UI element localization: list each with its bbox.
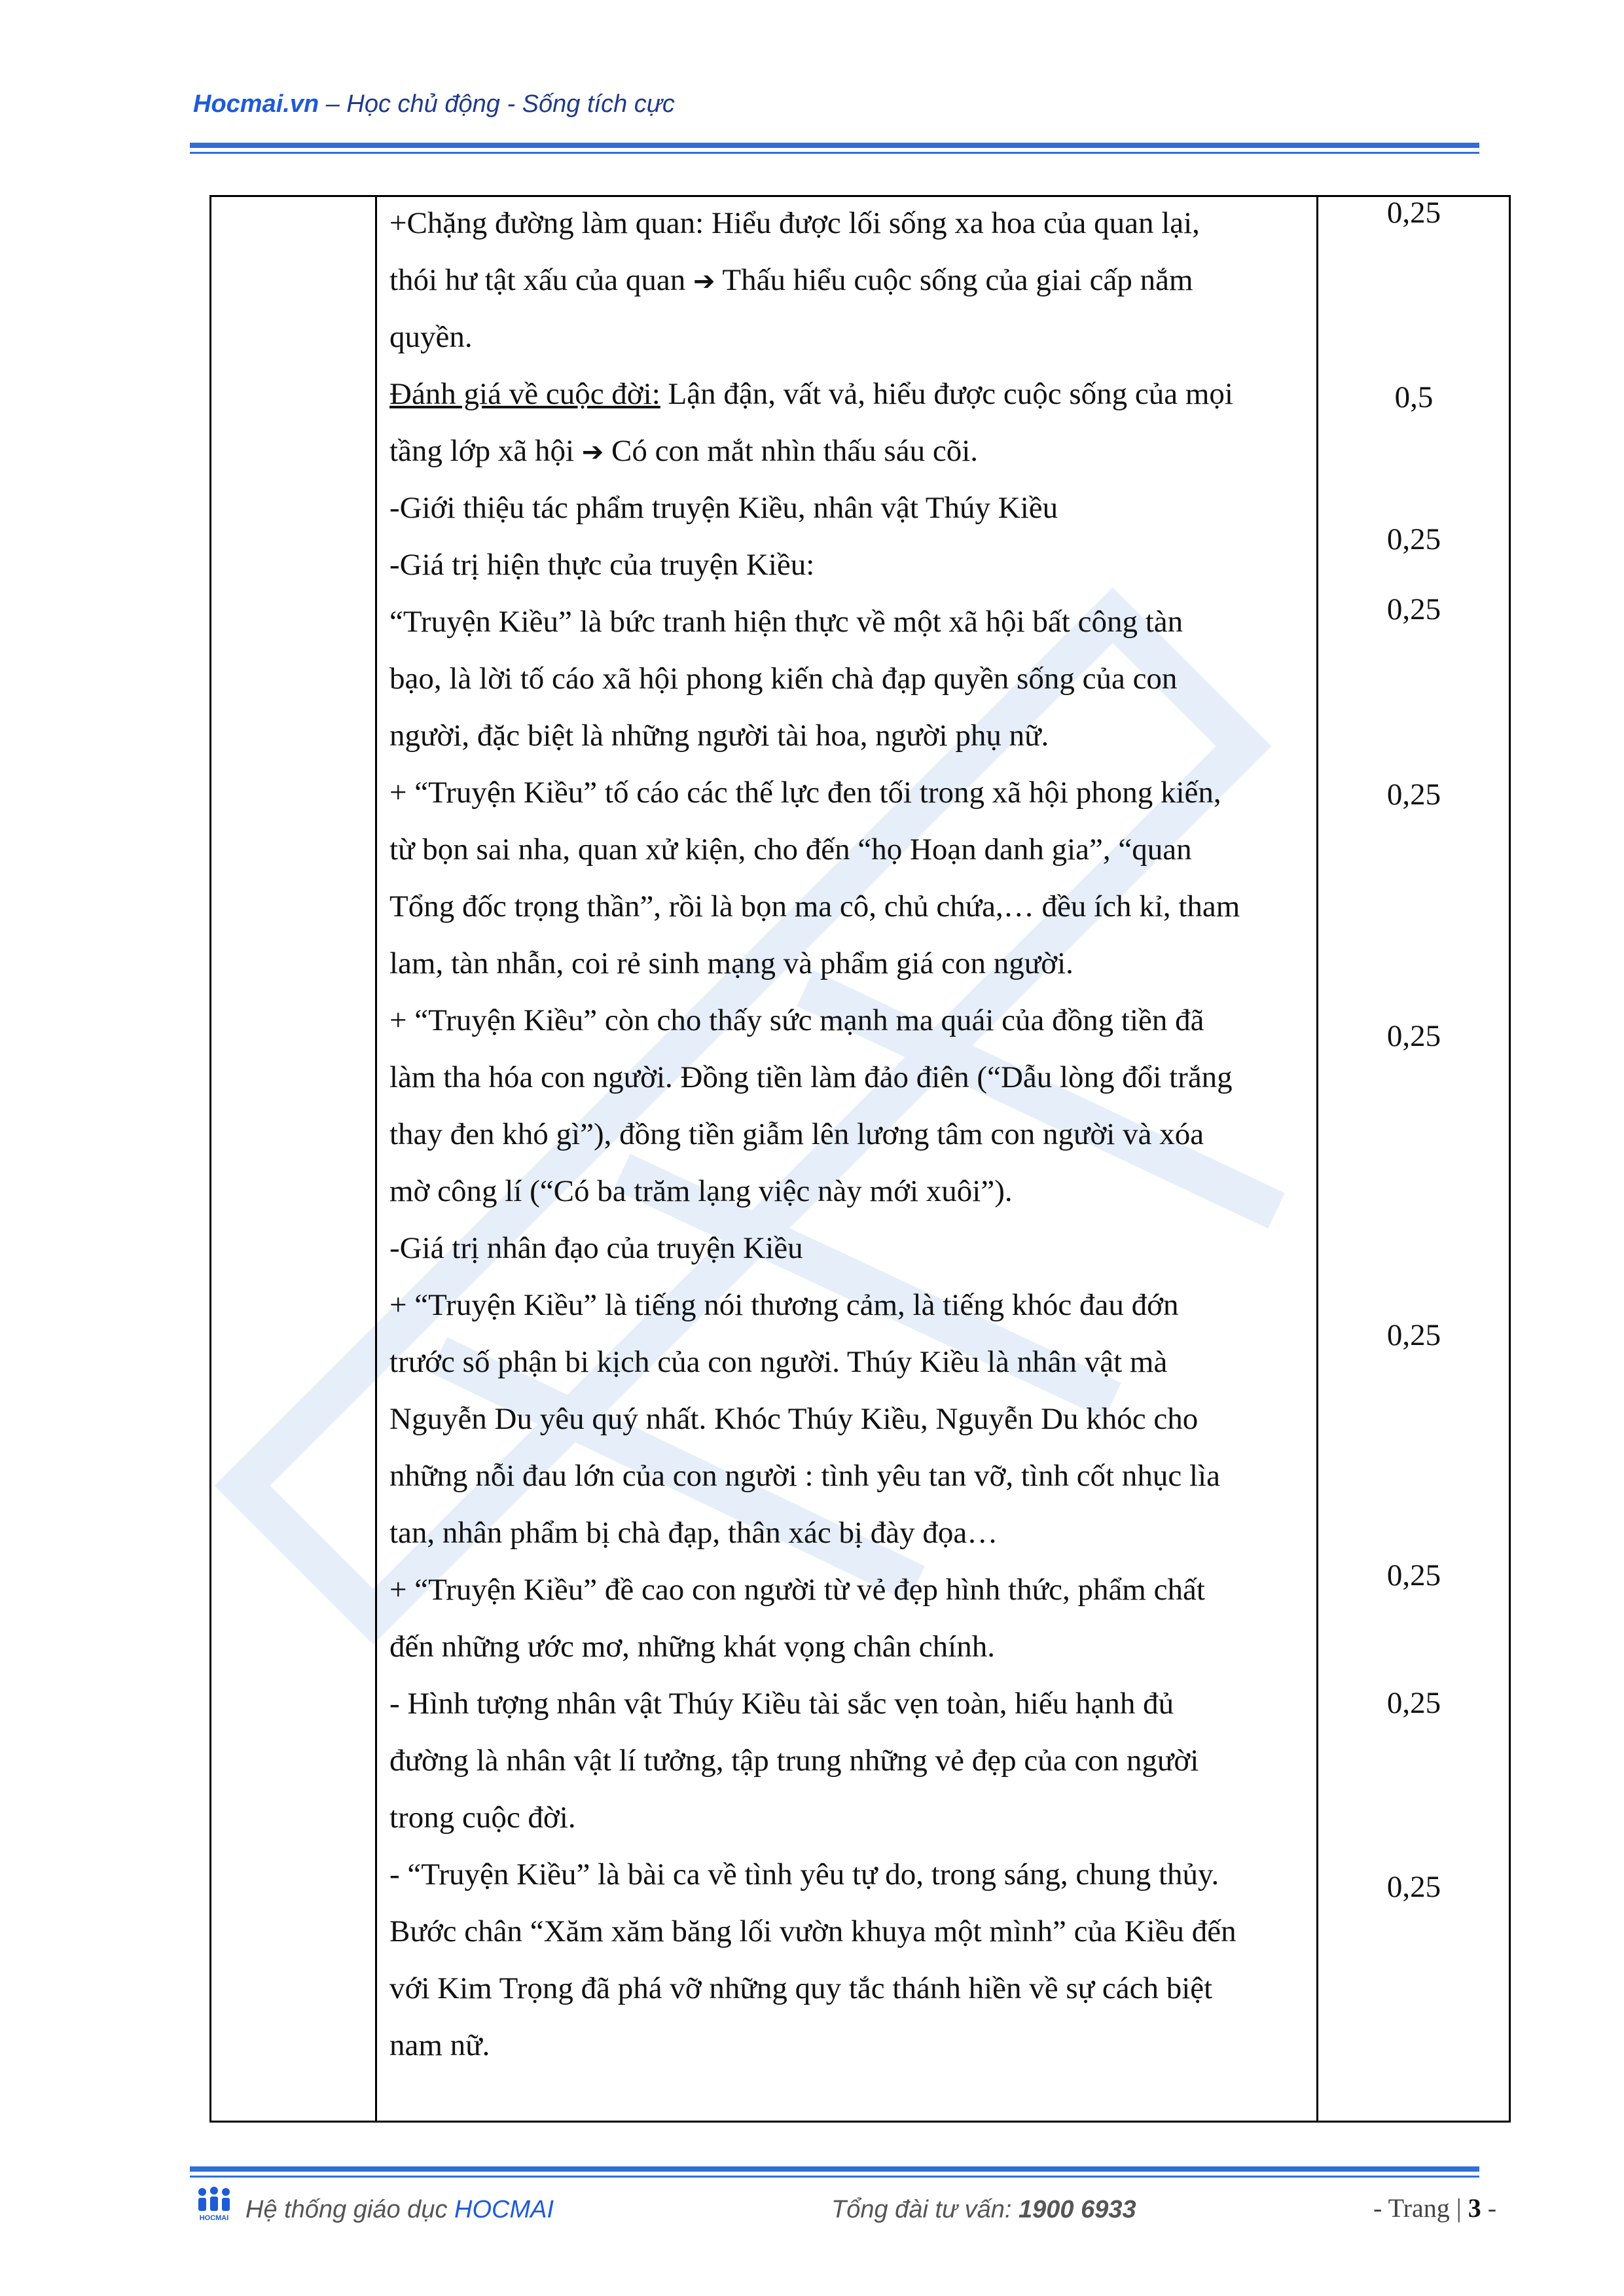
- score-value: 0,25: [1386, 1558, 1441, 1592]
- content-line: -Giới thiệu tác phẩm truyện Kiều, nhân vật Thúy Kiều: [389, 491, 1058, 525]
- header-rule-thick: [190, 143, 1479, 148]
- hotline-number: 1900 6933: [1019, 2196, 1136, 2223]
- content-line: + “Truyện Kiều” là tiếng nói thương cảm, là tiếng khóc đau đớn: [389, 1288, 1179, 1322]
- content-line: đường là nhân vật lí tưởng, tập trung những vẻ đẹp của con người: [389, 1744, 1199, 1778]
- content-line: - Hình tượng nhân vật Thúy Kiều tài sắc vẹn toàn, hiếu hạnh đủ: [389, 1687, 1174, 1721]
- content-line: những nỗi đau lớn của con người : tình yêu tan vỡ, tình cốt nhục lìa: [389, 1459, 1220, 1493]
- content-line: từ bọn sai nha, quan xử kiện, cho đến “họ Hoạn danh gia”, “quan: [389, 833, 1192, 867]
- score-value: 0,25: [1386, 1686, 1441, 1720]
- brand-name: Hocmai.vn: [193, 90, 319, 118]
- score-value: 0,25: [1386, 522, 1441, 556]
- evaluation-label: Đánh giá về cuộc đời:: [389, 377, 660, 411]
- arrow-right-icon: ➔: [581, 437, 604, 467]
- content-line: tầng lớp xã hội ➔ Có con mắt nhìn thấu sáu cõi.: [389, 434, 978, 468]
- header-brand: [193, 90, 675, 118]
- content-line: Đánh giá về cuộc đời: Lận đận, vất vả, hiểu được cuộc sống của mọi: [389, 377, 1233, 411]
- content-line: đến những ước mơ, những khát vọng chân chính.: [389, 1630, 995, 1664]
- footer-hotline: Tổng đài tư vấn: 1900 6933: [831, 2196, 1136, 2223]
- content-line: Nguyễn Du yêu quý nhất. Khóc Thúy Kiều, Nguyễn Du khóc cho: [389, 1402, 1199, 1436]
- score-value: 0,25: [1386, 1019, 1441, 1053]
- content-line: “Truyện Kiều” là bức tranh hiện thực về một xã hội bất công tàn: [389, 605, 1183, 639]
- content-line: - “Truyện Kiều” là bài ca về tình yêu tự do, trong sáng, chung thủy.: [389, 1857, 1219, 1892]
- column-divider-1: [375, 197, 377, 2121]
- content-line: thói hư tật xấu của quan ➔ Thấu hiểu cuộc sống của giai cấp nắm: [389, 263, 1193, 297]
- footer-brand: HOCMAI: [454, 2196, 554, 2223]
- header-rule-thin: [190, 152, 1479, 154]
- column-divider-2: [1316, 197, 1318, 2121]
- content-line: trước số phận bi kịch của con người. Thúy Kiều là nhân vật mà: [389, 1345, 1168, 1379]
- content-line: -Giá trị hiện thực của truyện Kiều:: [389, 548, 815, 582]
- content-line: trong cuộc đời.: [389, 1801, 576, 1835]
- score-value: 0,25: [1386, 1318, 1441, 1352]
- content-line: người, đặc biệt là những người tài hoa, người phụ nữ.: [389, 719, 1049, 753]
- score-value: 0,25: [1386, 592, 1441, 626]
- footer-rule-thick: [190, 2166, 1479, 2172]
- content-line: với Kim Trọng đã phá vỡ những quy tắc thánh hiền về sự cách biệt: [389, 1971, 1213, 2005]
- content-line: + “Truyện Kiều” tố cáo các thế lực đen tối trong xã hội phong kiến,: [389, 776, 1221, 810]
- content-line: làm tha hóa con người. Đồng tiền làm đảo điên (“Dẫu lòng đổi trắng: [389, 1060, 1233, 1094]
- page-number: - Trang | 3 -: [1373, 2193, 1497, 2223]
- content-line: + “Truyện Kiều” đề cao con người từ vẻ đẹp hình thức, phẩm chất: [389, 1573, 1205, 1607]
- content-column: [389, 195, 1306, 2074]
- content-line: bạo, là lời tố cáo xã hội phong kiến chà đạp quyền sống của con: [389, 662, 1178, 696]
- score-value: 0,25: [1386, 778, 1441, 812]
- content-line: + “Truyện Kiều” còn cho thấy sức mạnh ma quái của đồng tiền đã: [389, 1003, 1204, 1037]
- content-line: quyền.: [389, 320, 473, 354]
- logo-text: HOCMAI: [199, 2214, 229, 2222]
- score-value: 0,5: [1394, 380, 1434, 414]
- content-line: -Giá trị nhân đạo của truyện Kiều: [389, 1231, 803, 1265]
- hocmai-logo-icon: [193, 2186, 235, 2223]
- content-line: lam, tàn nhẫn, coi rẻ sinh mạng và phẩm giá con người.: [389, 946, 1074, 980]
- content-line: Tổng đốc trọng thần”, rồi là bọn ma cô, chủ chứa,… đều ích kỉ, tham: [389, 889, 1240, 924]
- content-line: tan, nhân phẩm bị chà đạp, thân xác bị đày đọa…: [389, 1516, 998, 1550]
- content-line: nam nữ.: [389, 2028, 490, 2062]
- content-line: Bước chân “Xăm xăm băng lối vườn khuya một mình” của Kiều đến: [389, 1914, 1236, 1948]
- arrow-right-icon: ➔: [693, 266, 715, 296]
- content-line: mờ công lí (“Có ba trăm lạng việc này mới xuôi”).: [389, 1174, 1013, 1208]
- score-value: 0,25: [1386, 1870, 1441, 1904]
- score-value: 0,25: [1386, 196, 1441, 230]
- footer-system: Hệ thống giáo dục HOCMAI: [245, 2196, 554, 2223]
- brand-tagline: – Học chủ động - Sống tích cực: [319, 90, 675, 118]
- footer-rule-thin: [190, 2176, 1479, 2178]
- content-line: +Chặng đường làm quan: Hiểu được lối sống xa hoa của quan lại,: [389, 206, 1200, 240]
- content-line: thay đen khó gì”), đồng tiền giẫm lên lương tâm con người và xóa: [389, 1117, 1204, 1151]
